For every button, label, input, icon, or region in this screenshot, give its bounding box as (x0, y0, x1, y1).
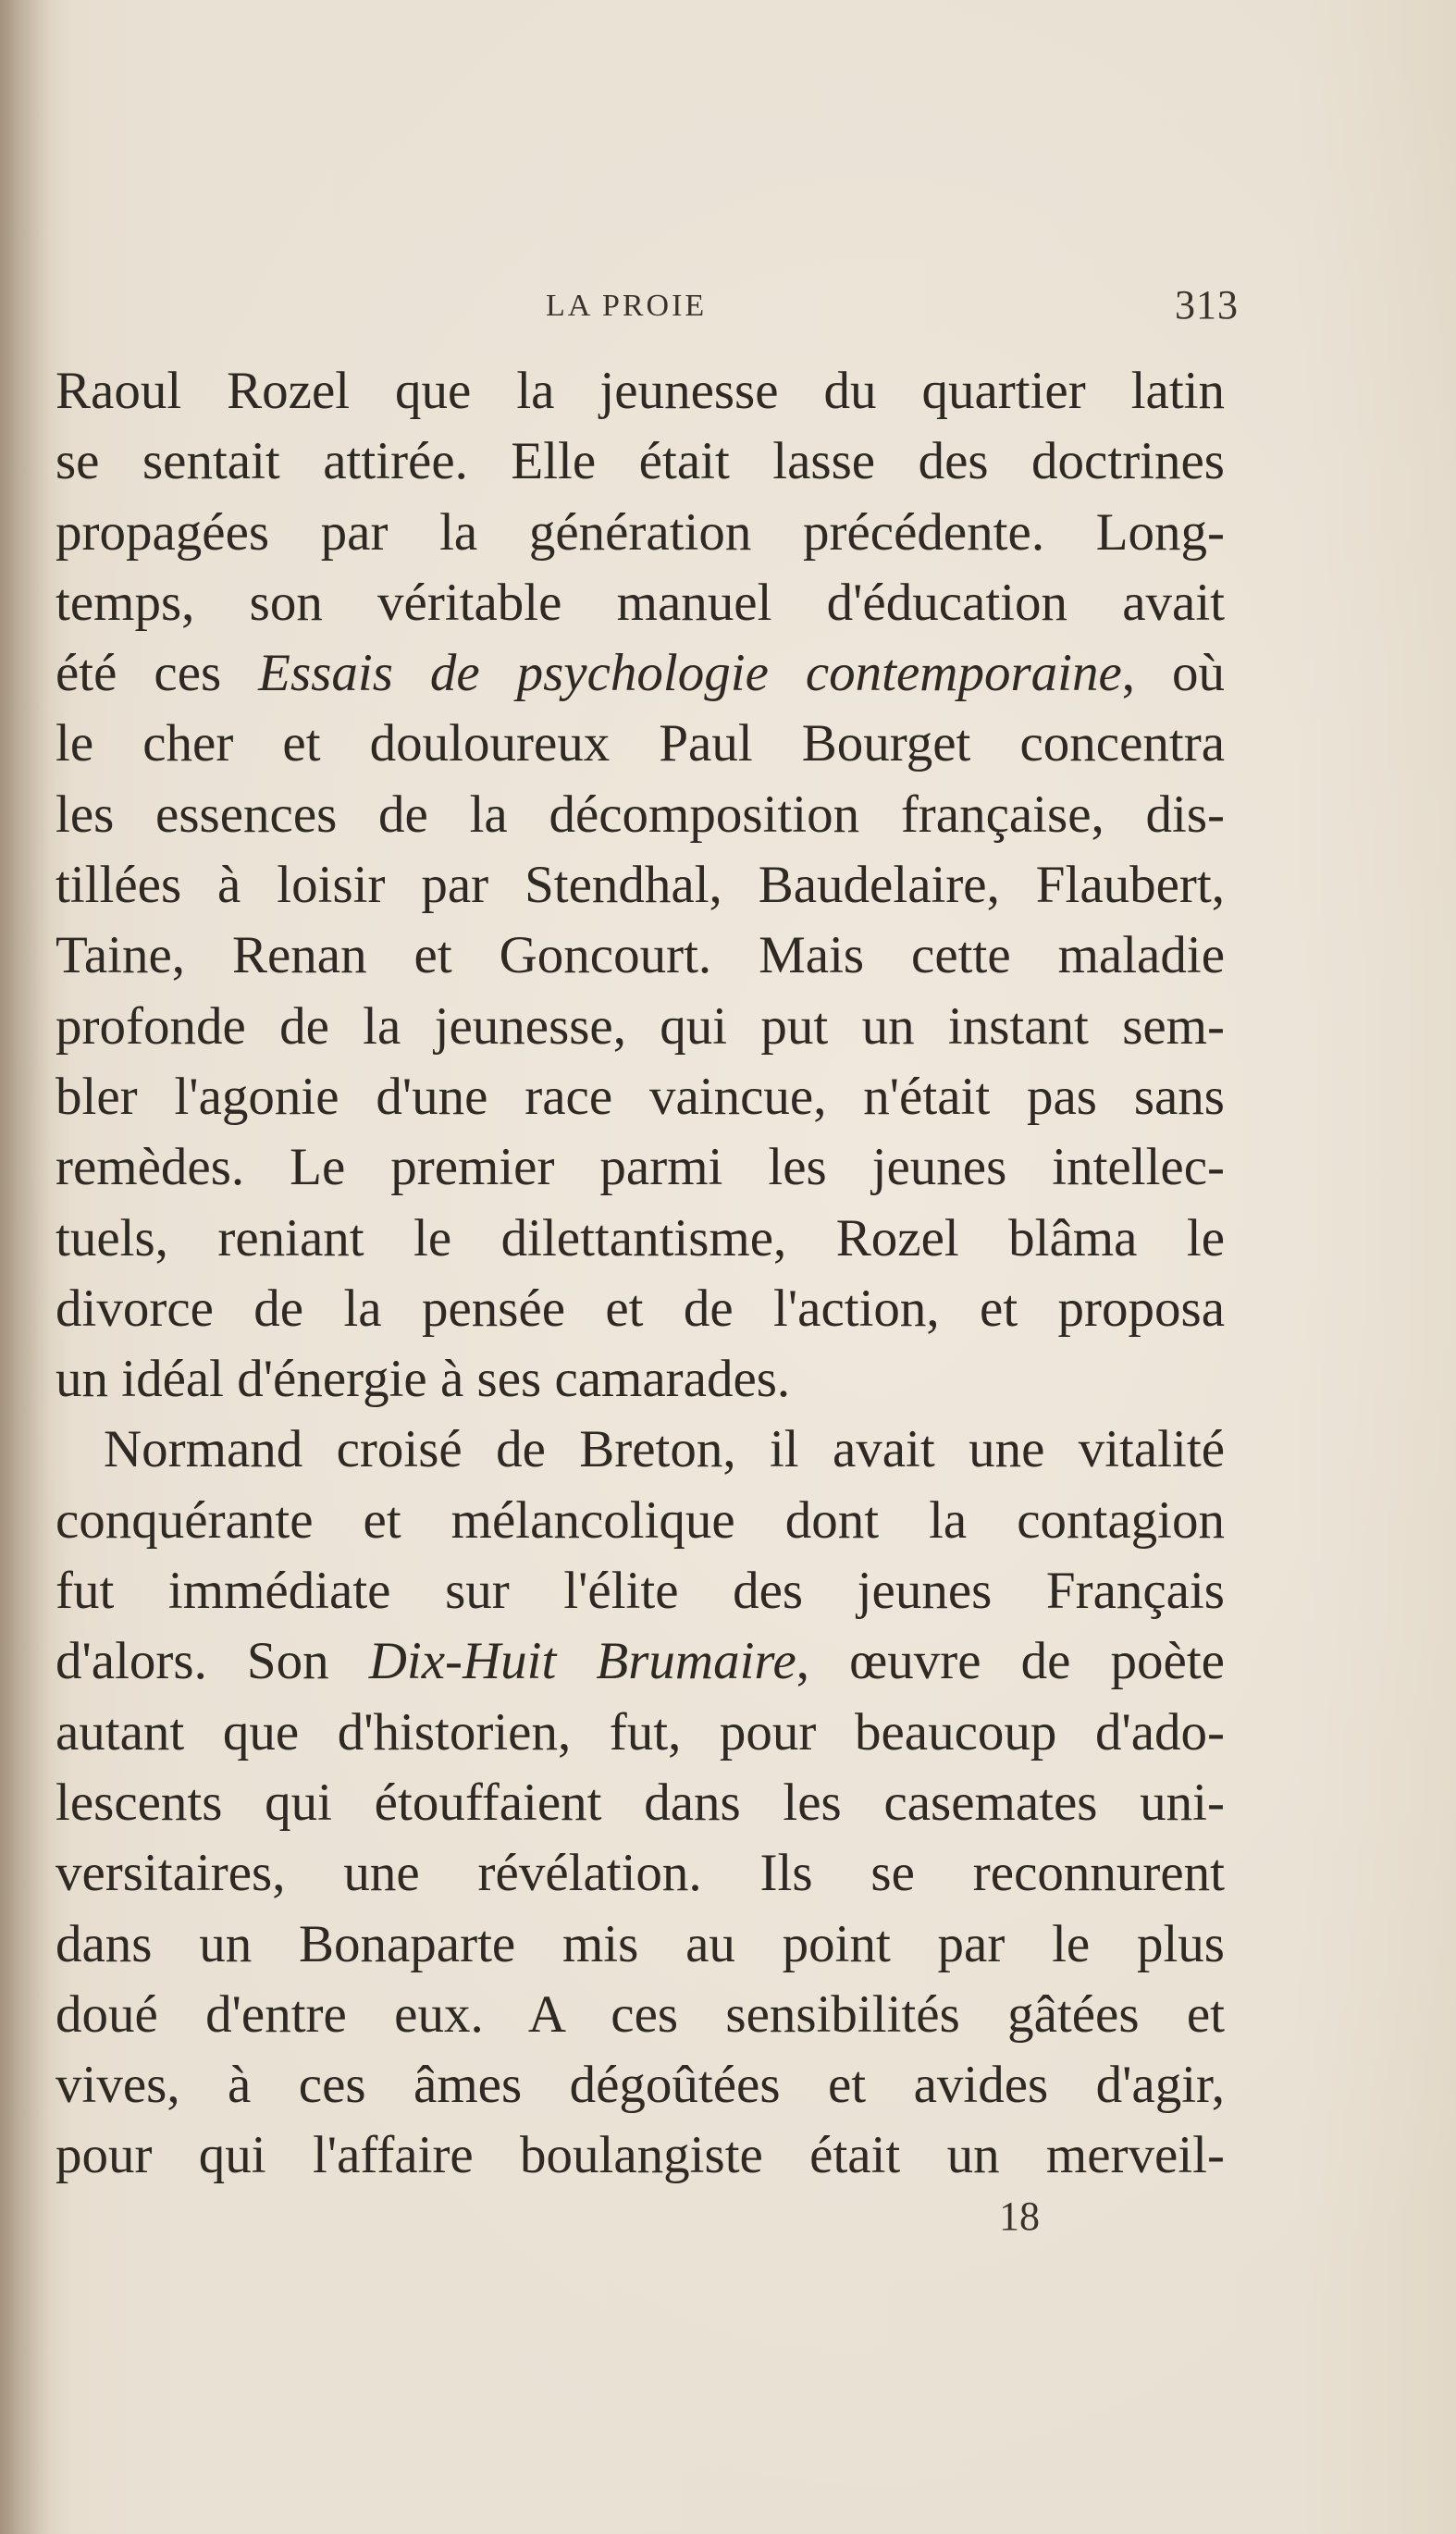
text-line: profonde de la jeunesse, qui put un instant sem- (56, 996, 1225, 1056)
text-line: se sentait attirée. Elle était lasse des doctrines (56, 432, 1225, 491)
book-title-italic: Essais de psychologie contemporaine (258, 644, 1122, 703)
text-line: divorce de la pensée et de l'action, et proposa (56, 1279, 1225, 1338)
body-text (56, 356, 1225, 2192)
text-line: pour qui l'affaire boulangiste était un merveil- (56, 2126, 1225, 2185)
text-segment: , œuvre de poète (796, 1632, 1225, 1691)
text-line: le cher et douloureux Paul Bourget concentra (56, 714, 1225, 773)
text-line: conquérante et mélancolique dont la contagion (56, 1490, 1225, 1550)
text-line: tillées à loisir par Stendhal, Baudelaire, Flaubert, (56, 856, 1225, 915)
text-line (56, 638, 1225, 709)
page-header (0, 282, 1456, 340)
book-title-italic: Dix-Huit Brumaire (368, 1632, 796, 1691)
text-line: lescents qui étouffaient dans les casemates uni- (56, 1773, 1225, 1832)
text-line: remèdes. Le premier parmi les jeunes intellec- (56, 1138, 1225, 1197)
text-line: Normand croisé de Breton, il avait une vitalité (104, 1420, 1225, 1479)
signature-mark: 18 (999, 2194, 1040, 2239)
running-title: LA PROIE (546, 289, 708, 323)
text-line: autant que d'historien, fut, pour beaucoup d'ado- (56, 1702, 1225, 1761)
text-line: doué d'entre eux. A ces sensibilités gâtées et (56, 1984, 1225, 2044)
text-line: fut immédiate sur l'élite des jeunes Français (56, 1562, 1225, 1621)
spine-shadow (0, 0, 51, 2534)
text-segment: d'alors. Son (56, 1632, 369, 1691)
text-segment: été ces (56, 644, 259, 703)
text-line: versitaires, une révélation. Ils se reconnurent (56, 1844, 1225, 1903)
text-line: bler l'agonie d'une race vaincue, n'était pas sans (56, 1067, 1225, 1126)
page-number: 313 (1175, 282, 1239, 328)
text-line: vives, à ces âmes dégoûtées et avides d'agir, (56, 2056, 1225, 2115)
text-line (56, 1626, 1225, 1697)
text-line: propagées par la génération précédente. Long- (56, 502, 1225, 562)
text-line: Taine, Renan et Goncourt. Mais cette maladie (56, 926, 1225, 985)
text-line: dans un Bonaparte mis au point par le plus (56, 1914, 1225, 1973)
text-segment: , où (1121, 644, 1226, 703)
text-line: tuels, reniant le dilettantisme, Rozel blâma le (56, 1208, 1225, 1267)
text-line: un idéal d'énergie à ses camarades. (56, 1350, 791, 1409)
text-line: les essences de la décomposition française, dis- (56, 785, 1225, 844)
text-line: temps, son véritable manuel d'éducation avait (56, 573, 1225, 632)
text-line: Raoul Rozel que la jeunesse du quartier latin (56, 362, 1225, 420)
